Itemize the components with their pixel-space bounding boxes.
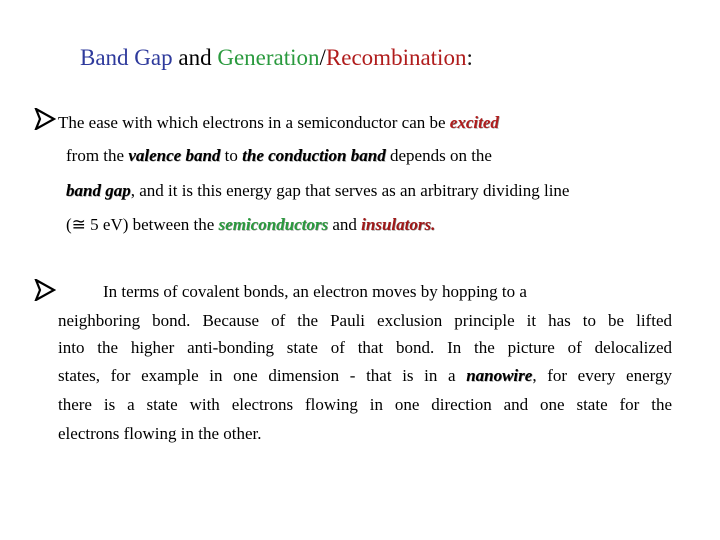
bullet2-line4	[58, 365, 672, 387]
bullet1-text: , and it is this energy gap that serves as an arbitrary dividing line	[130, 181, 570, 200]
bullet1-text: depends on the	[385, 146, 492, 165]
bullet1-line2	[66, 145, 492, 167]
bullet2-line1	[103, 281, 527, 303]
bullet1-text: The ease with which electrons in a semiconductor can be	[58, 113, 450, 132]
bullet1-text: (≅ 5 eV) between the	[66, 215, 219, 234]
bullet2-line5: there is a state with electrons flowing in one direction and one state for the	[58, 395, 672, 414]
bullet2-line6: electrons flowing in the other.	[58, 424, 262, 443]
title-colon: :	[466, 45, 473, 70]
term-excited: excited	[449, 113, 499, 132]
bullet1-text: and	[328, 215, 362, 234]
slide-title	[80, 43, 473, 73]
bullet1-line1	[58, 112, 499, 134]
term-valence-band: valence band	[128, 146, 221, 165]
title-and: and	[172, 45, 218, 70]
arrow-bullet-icon	[34, 108, 56, 130]
arrow-bullet-icon	[34, 279, 56, 301]
title-slash: /	[319, 45, 326, 70]
bullet2-line2: neighboring bond. Because of the Pauli exclusion principle it has to be lifted	[58, 311, 672, 330]
bullet1-line4	[66, 214, 435, 236]
bullet2-text: states, for example in one dimension - that is in a	[58, 366, 467, 385]
bullet1-line3	[66, 180, 569, 202]
term-conduction-band: the conduction band	[242, 146, 386, 165]
title-band-gap: Band Gap	[80, 45, 173, 70]
bullet2-line3: into the higher anti-bonding state of that bond. In the picture of delocalized	[58, 338, 672, 357]
term-nanowire: nanowire	[466, 366, 533, 385]
term-band-gap: band gap	[66, 181, 131, 200]
bullet2-text: In terms of covalent bonds, an electron moves by hopping to a	[103, 282, 527, 301]
bullet1-text: from the	[66, 146, 129, 165]
bullet1-text: to	[220, 146, 243, 165]
term-semiconductors: semiconductors	[218, 215, 329, 234]
title-generation: Generation	[217, 45, 320, 70]
bullet2-text: , for every energy	[532, 366, 672, 385]
term-insulators: insulators.	[361, 215, 436, 234]
title-recombination: Recombination	[325, 45, 467, 70]
